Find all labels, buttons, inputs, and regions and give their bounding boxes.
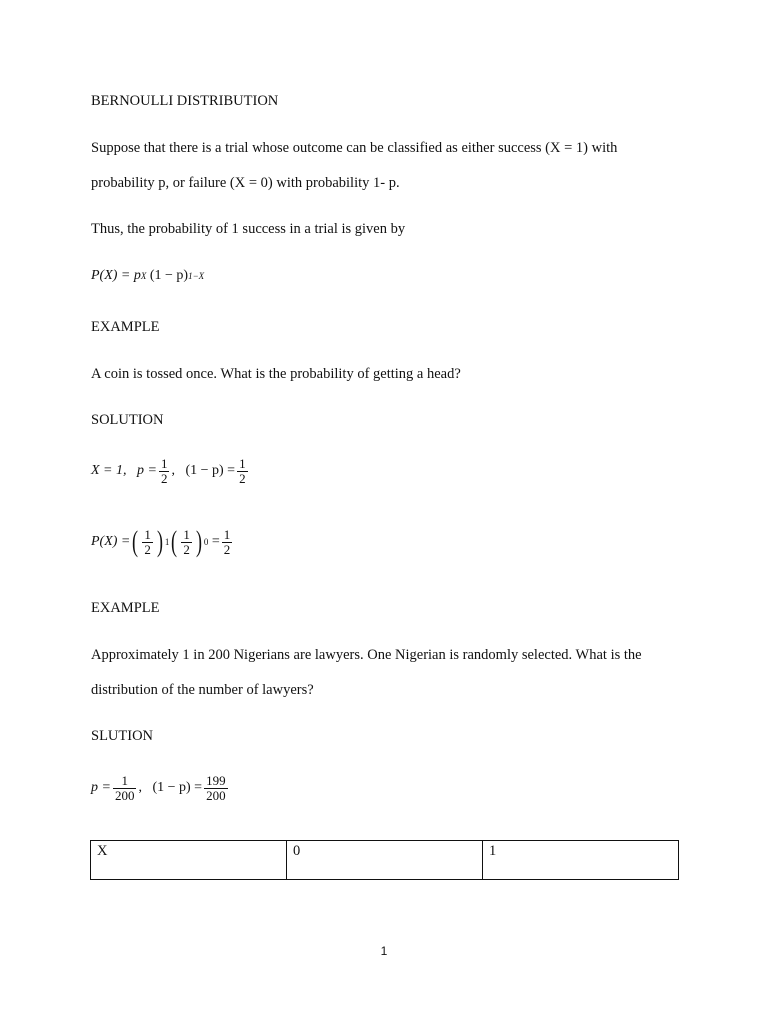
- solution-1-equation-2: P(X) = ( $\frac{1}{2}$ ) 1 ( $\frac{1}{2}$ ) 0 = $\frac{1}{2}$: [91, 525, 231, 558]
- eq2-lhs: P(X) =: [91, 534, 131, 549]
- example-1-label: EXAMPLE: [91, 319, 160, 335]
- eq1-p-part: p =: [137, 463, 157, 479]
- page-number: 1: [380, 944, 388, 958]
- eq2-second-exponent: 0: [203, 537, 209, 547]
- formula-exponent-x: X: [140, 271, 147, 281]
- eq3-p-part: p =: [91, 780, 111, 796]
- eq3-q-part: (1 − p) =: [152, 780, 203, 796]
- eq3-p-fraction: $\frac{1}{200}$: [114, 773, 135, 803]
- table-cell-0: 0: [287, 841, 483, 880]
- eq1-p-fraction: $\frac{1}{2}$: [160, 456, 168, 486]
- section-heading: BERNOULLI DISTRIBUTION: [91, 93, 279, 109]
- table-row: [91, 841, 679, 880]
- example-1-question: A coin is tossed once. What is the probability of getting a head?: [91, 366, 461, 382]
- eq2-second-factor: ( $\frac{1}{2}$ ): [171, 525, 202, 558]
- eq2-first-exponent: 1: [164, 537, 170, 547]
- intro-text-line-2: probability p, or failure (X = 0) with probability 1- p.: [91, 175, 400, 191]
- solution-1-equation-1: X = 1, p = $\frac{1}{2}$ , (1 − p) = $\frac{1}{2}$: [91, 456, 246, 486]
- table-cell-x: X: [91, 841, 287, 880]
- formula-exponent-1-minus-x: 1−X: [188, 271, 205, 281]
- distribution-table: [90, 840, 679, 880]
- example-2-label: EXAMPLE: [91, 600, 160, 616]
- intro-text-line-1: Suppose that there is a trial whose outcome can be classified as either success (X = 1) with: [91, 140, 618, 156]
- formula-mid: (1 − p): [149, 268, 189, 283]
- eq2-first-factor: ( $\frac{1}{2}$ ): [132, 525, 163, 558]
- formula-lhs: P(X) = p: [91, 268, 141, 283]
- example-2-question-line-2: distribution of the number of lawyers?: [91, 682, 314, 698]
- eq1-q-fraction: $\frac{1}{2}$: [239, 456, 246, 486]
- table-cell-1: 1: [483, 841, 679, 880]
- solution-2-equation: p = $\frac{1}{200}$ , (1 − p) = $\frac{199}{200}$: [91, 773, 226, 803]
- solution-1-label: SOLUTION: [91, 412, 164, 428]
- thus-text: Thus, the probability of 1 success in a trial is given by: [91, 221, 406, 237]
- eq3-q-fraction: $\frac{199}{200}$: [206, 773, 226, 803]
- eq1-q-part: (1 − p) =: [185, 463, 236, 479]
- eq2-result-fraction: $\frac{1}{2}$: [223, 526, 231, 557]
- bernoulli-formula: [91, 268, 204, 284]
- solution-2-label: SLUTION: [91, 728, 154, 744]
- example-2-question-line-1: Approximately 1 in 200 Nigerians are lawyers. One Nigerian is randomly selected. What is the: [91, 647, 642, 663]
- eq1-x-part: X = 1,: [91, 463, 127, 479]
